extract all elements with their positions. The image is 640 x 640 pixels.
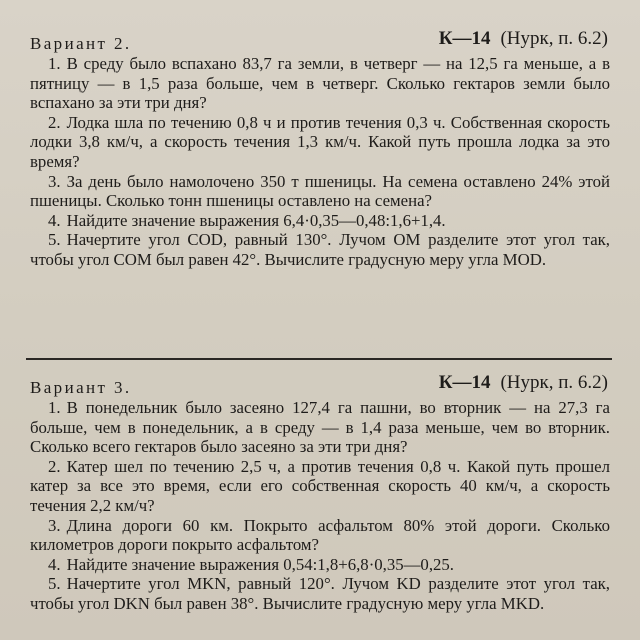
section-divider xyxy=(26,358,612,360)
task-number: 2. xyxy=(48,112,61,132)
variant-3-task-1 xyxy=(30,398,610,457)
variant-3-task-4 xyxy=(30,555,610,575)
variant-2-title: Вариант 2. xyxy=(30,34,132,53)
variant-3-task-5 xyxy=(30,574,610,613)
variant-3-task-2 xyxy=(30,457,610,516)
variant-2-task-3 xyxy=(30,172,610,211)
task-text: В понедельник было засеяно 127,4 га пашни, во вторник — на 27,3 га больше, чем в понедельник, а в среду — в 1,4 раза меньше, чем во вторник. Сколько всего гектаров было засеяно за эти три дня? xyxy=(30,398,610,457)
task-number: 3. xyxy=(48,515,61,535)
task-number: 4. xyxy=(48,554,61,574)
task-number: 2. xyxy=(48,456,61,476)
task-text: Катер шел по течению 2,5 ч, а против течения 0,8 ч. Какой путь прошел катер за все это время, если его собственная скорость 40 км/ч, а скорость течения 2,2 км/ч? xyxy=(30,456,610,515)
variant-3-title: Вариант 3. xyxy=(30,378,132,397)
task-number: 1. xyxy=(48,54,61,73)
variant-2-task-5 xyxy=(30,230,610,269)
variant-2-header xyxy=(30,30,610,54)
task-number: 3. xyxy=(48,171,61,191)
task-text: Найдите значение выражения 0,54:1,8+6,8·0,35—0,25. xyxy=(66,554,454,574)
variant-3-code-label: К—14 xyxy=(438,372,491,393)
variant-3-header xyxy=(30,374,610,398)
variant-3-section xyxy=(30,374,610,614)
variant-2-code-label: К—14 xyxy=(438,28,491,49)
task-text: Начертите угол COD, равный 130°. Лучом OM разделите этот угол так, чтобы угол COM был равен 42°. Вычислите градусную меру угла MOD. xyxy=(30,230,610,269)
variant-2-code xyxy=(439,28,608,50)
task-text: За день было намолочено 350 т пшеницы. На семена оставлено 24% этой пшеницы. Сколько тонн пшеницы оставлено на семена? xyxy=(30,171,610,211)
task-text: Лодка шла по течению 0,8 ч и против течения 0,3 ч. Собственная скорость лодки 3,8 км/ч, а скорость течения 1,3 км/ч. Какой путь прошла лодка за это время? xyxy=(30,112,610,171)
variant-3-code xyxy=(439,372,608,394)
variant-3-reference: (Нурк, п. 6.2) xyxy=(500,372,608,393)
task-text: Начертите угол MKN, равный 120°. Лучом KD разделите этот угол так, чтобы угол DKN был равен 38°. Вычислите градусную меру угла MKD. xyxy=(30,574,610,613)
variant-2-task-2 xyxy=(30,113,610,172)
variant-2-task-4 xyxy=(30,211,610,231)
task-number: 1. xyxy=(48,398,61,417)
task-number: 5. xyxy=(48,230,61,250)
variant-3-task-3 xyxy=(30,516,610,555)
task-text: В среду было вспахано 83,7 га земли, в четверг — на 12,5 га меньше, а в пятницу — в 1,5 раза больше, чем в четверг. Сколько гектаров земли было вспахано за эти три дня? xyxy=(30,54,610,113)
task-text: Длина дороги 60 км. Покрыто асфальтом 80% этой дороги. Сколько километров дороги покрыто асфальтом? xyxy=(30,515,610,555)
variant-2-task-1 xyxy=(30,54,610,113)
task-text: Найдите значение выражения 6,4·0,35—0,48:1,6+1,4. xyxy=(66,210,446,230)
task-number: 4. xyxy=(48,210,61,230)
variant-2-section xyxy=(30,30,610,270)
task-number: 5. xyxy=(48,574,61,594)
variant-2-reference: (Нурк, п. 6.2) xyxy=(500,28,608,49)
